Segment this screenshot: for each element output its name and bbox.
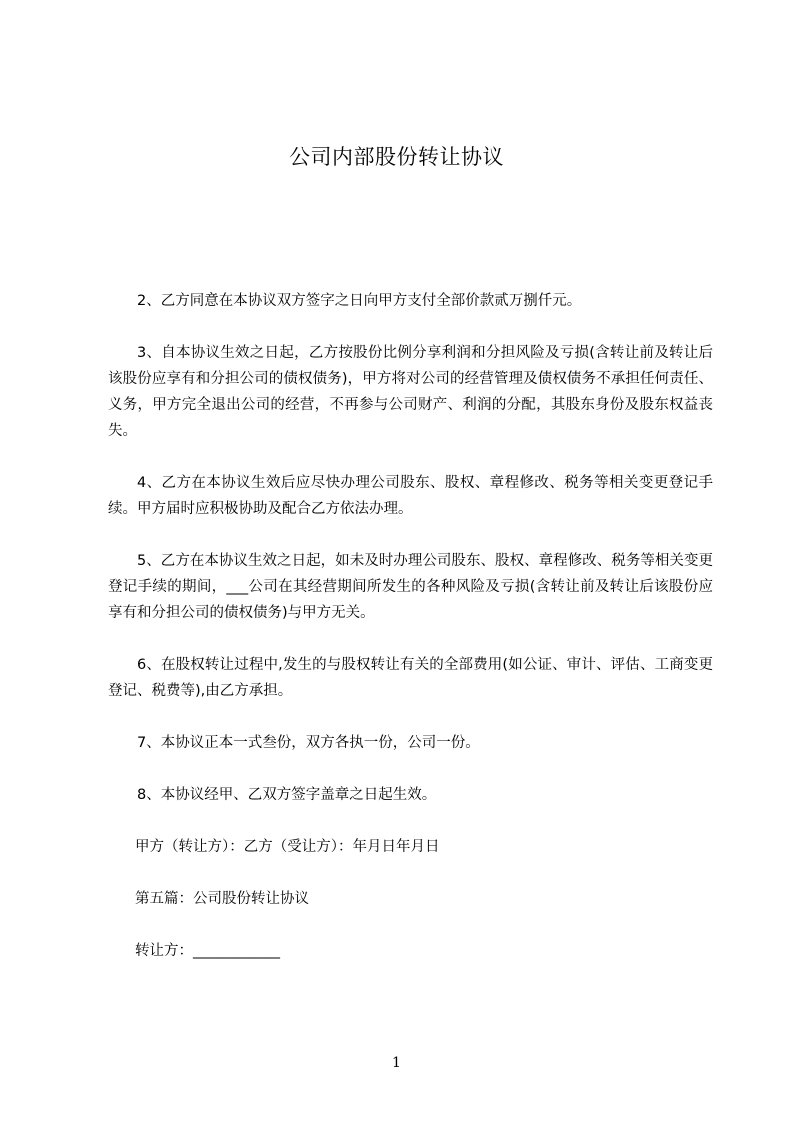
clause-6: 6、在股权转让过程中,发生的与股权转让有关的全部费用(如公证、审计、评估、工商变更登记、税费等),由乙方承担。 (108, 657, 713, 699)
clause-8: 8、本协议经甲、乙双方签字盖章之日起生效。 (137, 787, 437, 803)
signature-line: 甲方（转让方）：乙方（受让方）：年月日年月日 (135, 839, 440, 855)
clause-2: 2、乙方同意在本协议双方签字之日向甲方支付全部价款贰万捌仟元。 (137, 293, 582, 309)
section-heading: 第五篇：公司股份转让协议 (135, 891, 309, 907)
clause-5: 5、乙方在本协议生效之日起，如未及时办理公司股东、股权、章程修改、税务等相关变更登记手续的期间，___公司在其经营期间所发生的各种风险及亏损(含转让前及转让后该股份应享有和分担公司的债权债务)与甲方无关。 (108, 553, 713, 621)
transferor-field: 转让方：____________ (135, 943, 280, 959)
clause-3: 3、自本协议生效之日起，乙方按股份比例分享利润和分担风险及亏损(含转让前及转让后该股份应享有和分担公司的债权债务)，甲方将对公司的经营管理及债权债务不承担任何责任、义务，甲方完全退出公司的经营，不再参与公司财产、利润的分配，其股东身份及股东权益丧失。 (108, 345, 713, 439)
document-title: 公司内部股份转让协议 (289, 145, 504, 169)
document-body (108, 288, 713, 990)
clause-4: 4、乙方在本协议生效后应尽快办理公司股东、股权、章程修改、税务等相关变更登记手续。甲方届时应积极协助及配合乙方依法办理。 (108, 475, 713, 517)
page-number: 1 (392, 1055, 401, 1071)
clause-7: 7、本协议正本一式叁份，双方各执一份，公司一份。 (137, 735, 480, 751)
